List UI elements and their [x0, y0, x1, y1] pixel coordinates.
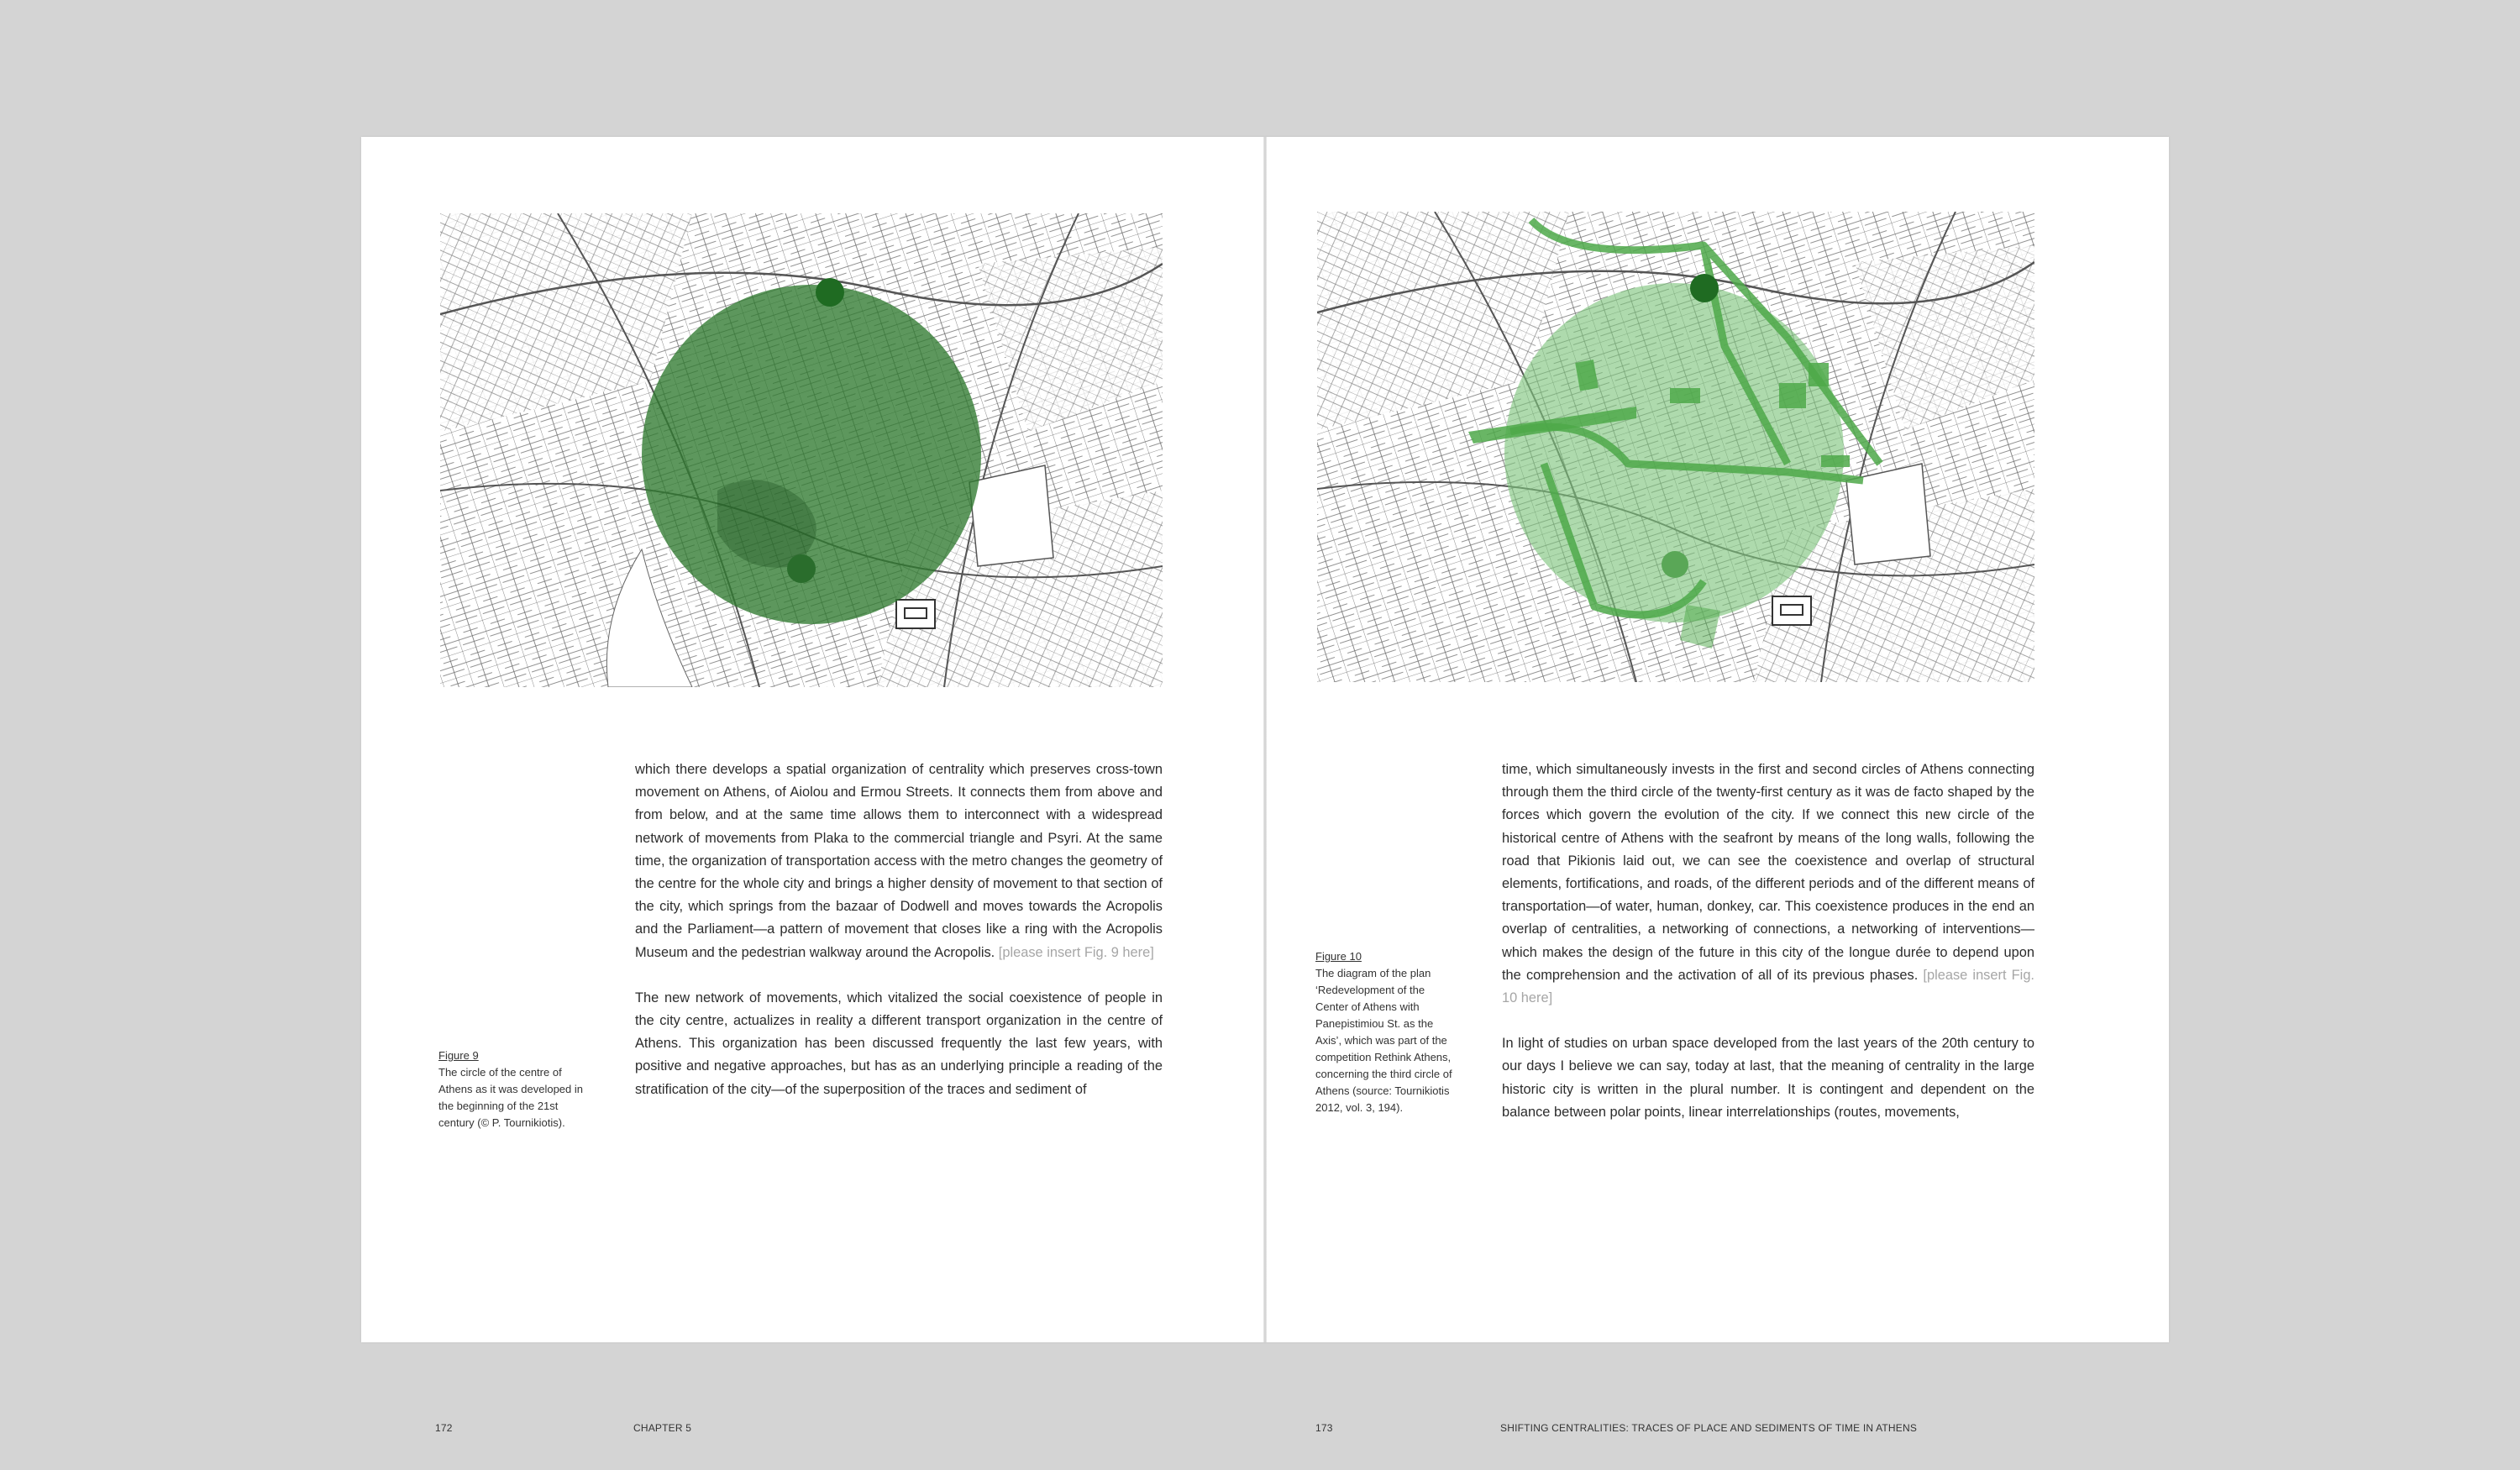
left-body-text	[635, 759, 1163, 1124]
figure-10-placeholder: [please insert Fig. 10 here]	[1502, 967, 2034, 1006]
figure-9-graphic	[440, 213, 1163, 687]
north-node-2	[1690, 274, 1719, 302]
figure-9-caption: The circle of the centre of Athens as it was developed in the beginning of the 21st century (© P. Tournikiotis).	[438, 1066, 583, 1129]
left-paragraph-1-text: which there develops a spatial organization of centrality which preserves cross-town movement on Athens, of Aiolou and Ermou Streets. It connects them from above and from below, and at the same time allows them to interconnect with a widespread network of movements from Plaka to the commercial triangle and Psyri. At the same time, the organization of transportation access with the metro changes the geometry of the centre for the whole city and brings a higher density of movement to that section of the city, which springs from the bazaar of Dodwell and moves towards the Acropolis and the Parliament—a pattern of movement that closes like a ring with the Acropolis Museum and the pedestrian walkway around the Acropolis.	[635, 762, 1163, 960]
acropolis-node-2	[1662, 551, 1688, 578]
right-running-head: SHIFTING CENTRALITIES: TRACES OF PLACE AND SEDIMENTS OF TIME IN ATHENS	[1500, 1422, 1918, 1434]
figure-9-caption-block	[438, 1047, 590, 1131]
figure-9-placeholder: [please insert Fig. 9 here]	[998, 944, 1154, 960]
right-page-number: 173	[1315, 1422, 1333, 1434]
right-body-text	[1502, 759, 2034, 1147]
figure-10-label: Figure 10	[1315, 950, 1362, 963]
left-page-number: 172	[435, 1422, 453, 1434]
figure-10-caption-block	[1315, 948, 1458, 1116]
acropolis-node	[787, 554, 816, 583]
left-paragraph-2-text: The new network of movements, which vitalized the social coexistence of people in the city centre, actualizes in reality a different transport organization in the centre of Athens. This organization has been discussed frequently the last few years, with positive and negative approaches, but has as an underlying principle a reading of the stratification of the city—of the superposition of the traces and sediment of	[635, 990, 1163, 1097]
right-paragraph-1-text: time, which simultaneously invests in the first and second circles of Athens connecting through them the third circle of the twenty-first century as it was de facto shaped by the forces which govern the evolution of the city. If we connect this new circle of the historical centre of Athens with the seafront by means of the long walls, following the road that Pikionis laid out, we can see the coexistence and overlap of structural elements, fortifications, and roads, of the different periods and of the different means of transportation—of water, human, donkey, car. This coexistence produces in the end an overlap of centralities, a networking of connections, a networking of interventions—which makes the design of the future in this city of the longue durée to depend upon the comprehension and the activation of all of its previous phases.	[1502, 762, 2034, 983]
figure-10-graphic	[1317, 212, 2034, 682]
right-paragraph-2-text: In light of studies on urban space developed from the last years of the 20th century to our days I believe we can say, today at last, that the meaning of centrality in the large historic city is written in the plural number. It is contingent and dependent on the balance between polar points, linear interrelationships (routes, movements,	[1502, 1036, 2034, 1120]
left-running-head: CHAPTER 5	[633, 1422, 692, 1434]
right-paragraph-2	[1502, 1032, 2034, 1124]
figure-10-map	[1317, 212, 2034, 682]
left-paragraph-1	[635, 759, 1163, 964]
figure-9-map	[440, 213, 1163, 687]
north-node	[816, 278, 844, 307]
left-paragraph-2	[635, 987, 1163, 1101]
figure-9-label: Figure 9	[438, 1049, 479, 1062]
right-page	[1265, 137, 2169, 1434]
figure-10-caption: The diagram of the plan ‘Redevelopment of the Center of Athens with Panepistimiou St. as the Axis’, which was part of the competition Rethink Athens, concerning the third circle of Athens (source: Tournikiotis 2012, vol. 3, 194).	[1315, 967, 1452, 1114]
book-spread	[361, 137, 2169, 1434]
left-page	[361, 137, 1265, 1434]
right-paragraph-1	[1502, 759, 2034, 1010]
